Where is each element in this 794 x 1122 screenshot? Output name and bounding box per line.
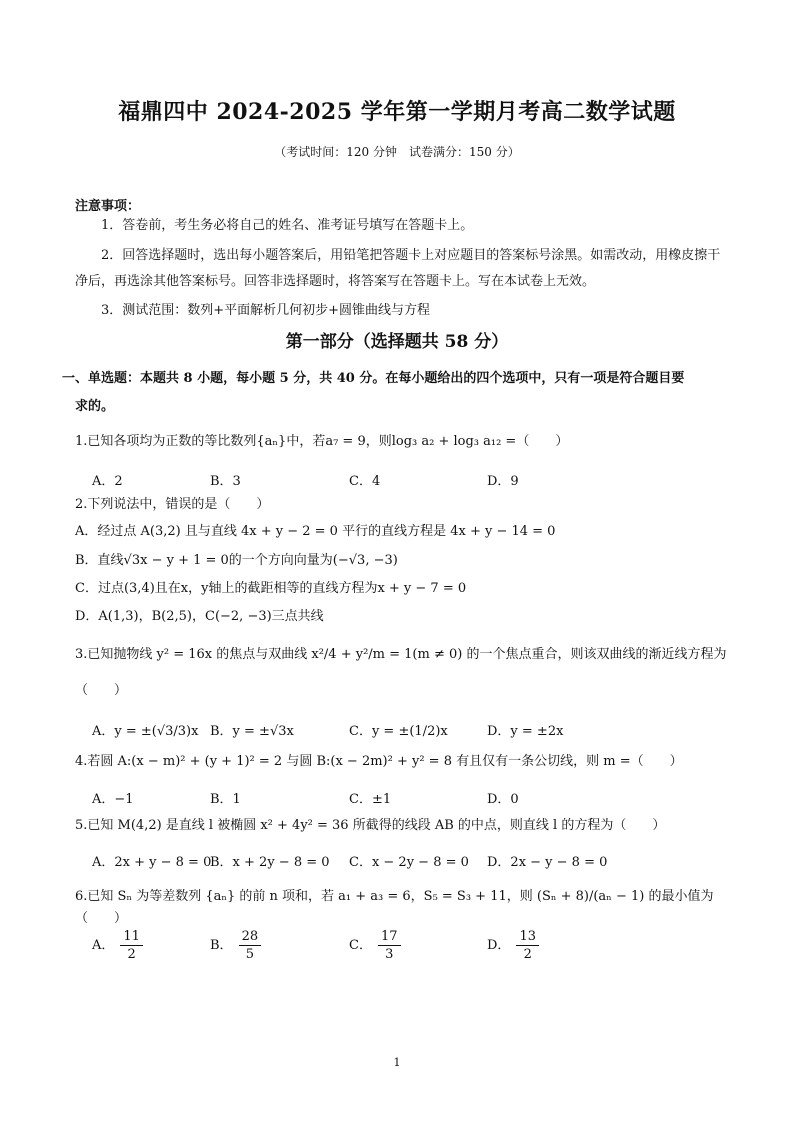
fraction-numerator: 11 <box>120 928 143 946</box>
notice-item-2: 2．回答选择题时，选出每小题答案后，用铅笔把答题卡上对应题目的答案标号涂黑。如需改动，用橡皮擦干净后，再选涂其他答案标号。回答非选择题时，将答案写在答题卡上。写在本试卷上无效。 <box>75 248 721 289</box>
fraction <box>378 928 401 963</box>
question-1-option-c: C．4 <box>349 474 381 489</box>
question-1-stem: 1.已知各项均为正数的等比数列{aₙ}中，若a₇ = 9，则log₃ a₂ + log₃ a₁₂ =（ ） <box>75 434 569 449</box>
question-1-option-b: B．3 <box>210 474 241 489</box>
question-6-option-d <box>487 928 539 963</box>
fraction-denominator: 2 <box>523 947 532 962</box>
question-3-option-a: A．y = ±(√3/3)x <box>92 724 199 739</box>
fraction-denominator: 5 <box>245 947 254 962</box>
fraction-numerator: 17 <box>378 928 401 946</box>
question-4-option-b: B．1 <box>210 792 241 807</box>
question-3-options <box>92 720 732 744</box>
question-5-option-c: C．x − 2y − 8 = 0 <box>349 855 469 870</box>
section-heading <box>62 365 732 421</box>
section-heading-line2: 求的。 <box>75 399 115 414</box>
question-4-option-d: D．0 <box>487 792 519 807</box>
question-3-option-d: D．y = ±2x <box>487 724 564 739</box>
part-title: 第一部分（选择题共 58 分） <box>285 332 509 352</box>
question-6-options <box>92 928 732 972</box>
question-3-option-c: C．y = ±(1/2)x <box>349 724 448 739</box>
question-3-option-b: B．y = ±√3x <box>210 724 294 739</box>
fraction-numerator: 28 <box>239 928 262 946</box>
section-heading-line1: 一、单选题：本题共 8 小题，每小题 5 分，共 40 分。在每小题给出的四个选项中，只有一项是符合题目要 <box>62 371 685 386</box>
question-6-option-c <box>349 928 401 963</box>
question-5-option-b: B．x + 2y − 8 = 0 <box>210 855 330 870</box>
exam-title: 福鼎四中 2024-2025 学年第一学期月考高二数学试题 <box>118 99 676 125</box>
question-3-stem: 3.已知抛物线 y² = 16x 的焦点与双曲线 x²/4 + y²/m = 1(m ≠ 0) 的一个焦点重合，则该双曲线的渐近线方程为 <box>75 647 727 662</box>
fraction <box>516 928 539 963</box>
question-5-option-d: D．2x − y − 8 = 0 <box>487 855 608 870</box>
fraction-numerator: 13 <box>516 928 539 946</box>
page-number: 1 <box>393 1056 401 1069</box>
question-1-options <box>92 470 732 494</box>
question-4-option-a: A．−1 <box>92 792 134 807</box>
option-label: C． <box>349 938 372 953</box>
question-1-option-d: D．9 <box>487 474 519 489</box>
question-2-statement-b: B．直线√3x − y + 1 = 0的一个方向向量为(−√3, −3) <box>75 553 398 568</box>
notice-heading: 注意事项： <box>75 199 141 214</box>
option-label: A． <box>92 938 115 953</box>
fraction <box>120 928 143 963</box>
question-4-option-c: C．±1 <box>349 792 392 807</box>
notice-item-3: 3．测试范围：数列+平面解析几何初步+圆锥曲线与方程 <box>101 303 431 318</box>
question-2-stem: 2.下列说法中，错误的是（ ） <box>75 497 270 512</box>
question-5-stem: 5.已知 M(4,2) 是直线 l 被椭圆 x² + 4y² = 36 所截得的线段 AB 的中点，则直线 l 的方程为（ ） <box>75 818 666 833</box>
question-6-option-b <box>210 928 261 963</box>
question-5-options <box>92 851 732 875</box>
fraction-denominator: 2 <box>127 947 136 962</box>
option-label: B． <box>210 938 233 953</box>
question-4-options <box>92 788 732 812</box>
exam-subtitle: （考试时间：120 分钟 试卷满分：150 分） <box>274 145 520 159</box>
question-4-stem: 4.若圆 A:(x − m)² + (y + 1)² = 2 与圆 B:(x − 2m)² + y² = 8 有且仅有一条公切线，则 m =（ ） <box>75 754 683 769</box>
fraction <box>239 928 262 963</box>
question-6-option-a <box>92 928 143 963</box>
notice-item-1: 1．答卷前，考生务必将自己的姓名、准考证号填写在答题卡上。 <box>101 218 474 233</box>
question-2-statement-d: D．A(1,3)，B(2,5)，C(−2, −3)三点共线 <box>75 609 324 624</box>
question-5-option-a: A．2x + y − 8 = 0 <box>92 855 212 870</box>
fraction-denominator: 3 <box>385 947 394 962</box>
question-1-option-a: A．2 <box>92 474 123 489</box>
question-2-statement-a: A．经过点 A(3,2) 且与直线 4x + y − 2 = 0 平行的直线方程是 4x + y − 14 = 0 <box>75 524 556 539</box>
option-label: D． <box>487 938 511 953</box>
question-6-stem: 6.已知 Sₙ 为等差数列 {aₙ} 的前 n 项和，若 a₁ + a₃ = 6，S₅ = S₃ + 11，则 (Sₙ + 8)/(aₙ − 1) 的最小值为（ ） <box>75 889 714 926</box>
question-2-statement-c: C．过点(3,4)且在x，y轴上的截距相等的直线方程为x + y − 7 = 0 <box>75 581 467 596</box>
question-3-stem-cont: （ ） <box>75 683 128 698</box>
